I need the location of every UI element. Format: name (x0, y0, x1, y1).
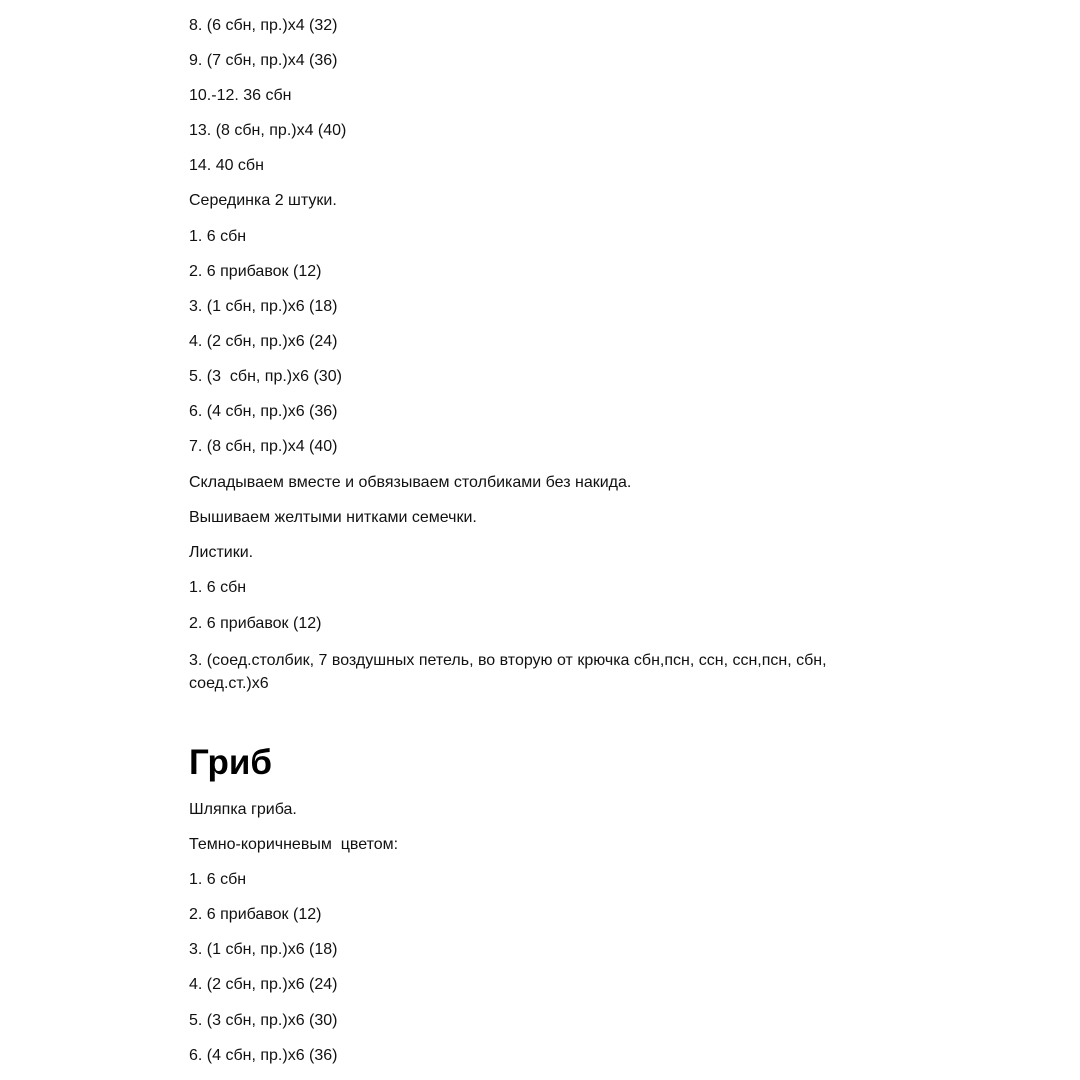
pattern-row: 3. (1 сбн, пр.)х6 (18) (189, 941, 338, 958)
pattern-row: 1. 6 сбн (189, 871, 247, 888)
pattern-row: 5. (3 сбн, пр.)х6 (30) (189, 1012, 338, 1029)
part-title: Серединка 2 штуки. (189, 192, 337, 209)
pattern-row: 13. (8 сбн, пр.)х4 (40) (189, 122, 347, 139)
part-title: Листики. (189, 544, 254, 561)
pattern-row: 6. (4 сбн, пр.)х6 (36) (189, 403, 338, 420)
pattern-row: 2. 6 прибавок (12) (189, 906, 322, 923)
pattern-row: 1. 6 сбн (189, 579, 247, 596)
pattern-row: 6. (4 сбн, пр.)х6 (36) (189, 1047, 338, 1064)
pattern-row: 2. 6 прибавок (12) (189, 615, 322, 632)
pattern-row: 8. (6 сбн, пр.)х4 (32) (189, 17, 338, 34)
pattern-row: 3. (1 сбн, пр.)х6 (18) (189, 298, 338, 315)
part-title: Шляпка гриба. (189, 801, 297, 818)
pattern-row: 7. (8 сбн, пр.)х4 (40) (189, 438, 338, 455)
pattern-row: 2. 6 прибавок (12) (189, 263, 322, 280)
pattern-row: 1. 6 сбн (189, 228, 247, 245)
instruction-text: Складываем вместе и обвязываем столбиками без накида. (189, 474, 632, 491)
pattern-row: 10.-12. 36 сбн (189, 87, 292, 104)
pattern-row: 4. (2 сбн, пр.)х6 (24) (189, 976, 338, 993)
pattern-row: 4. (2 сбн, пр.)х6 (24) (189, 333, 338, 350)
document-page (189, 0, 909, 1080)
pattern-row: 14. 40 сбн (189, 157, 264, 174)
instruction-text: Вышиваем желтыми нитками семечки. (189, 509, 477, 526)
pattern-row: 9. (7 сбн, пр.)х4 (36) (189, 52, 338, 69)
pattern-row: 3. (соед.столбик, 7 воздушных петель, во вторую от крючка сбн,псн, ссн, ссн,псн, сбн, соед.ст.)х6 (189, 652, 827, 692)
pattern-row: 5. (3 сбн, пр.)х6 (30) (189, 368, 342, 385)
section-heading: Гриб (189, 743, 273, 782)
instruction-text: Темно-коричневым цветом: (189, 836, 399, 853)
